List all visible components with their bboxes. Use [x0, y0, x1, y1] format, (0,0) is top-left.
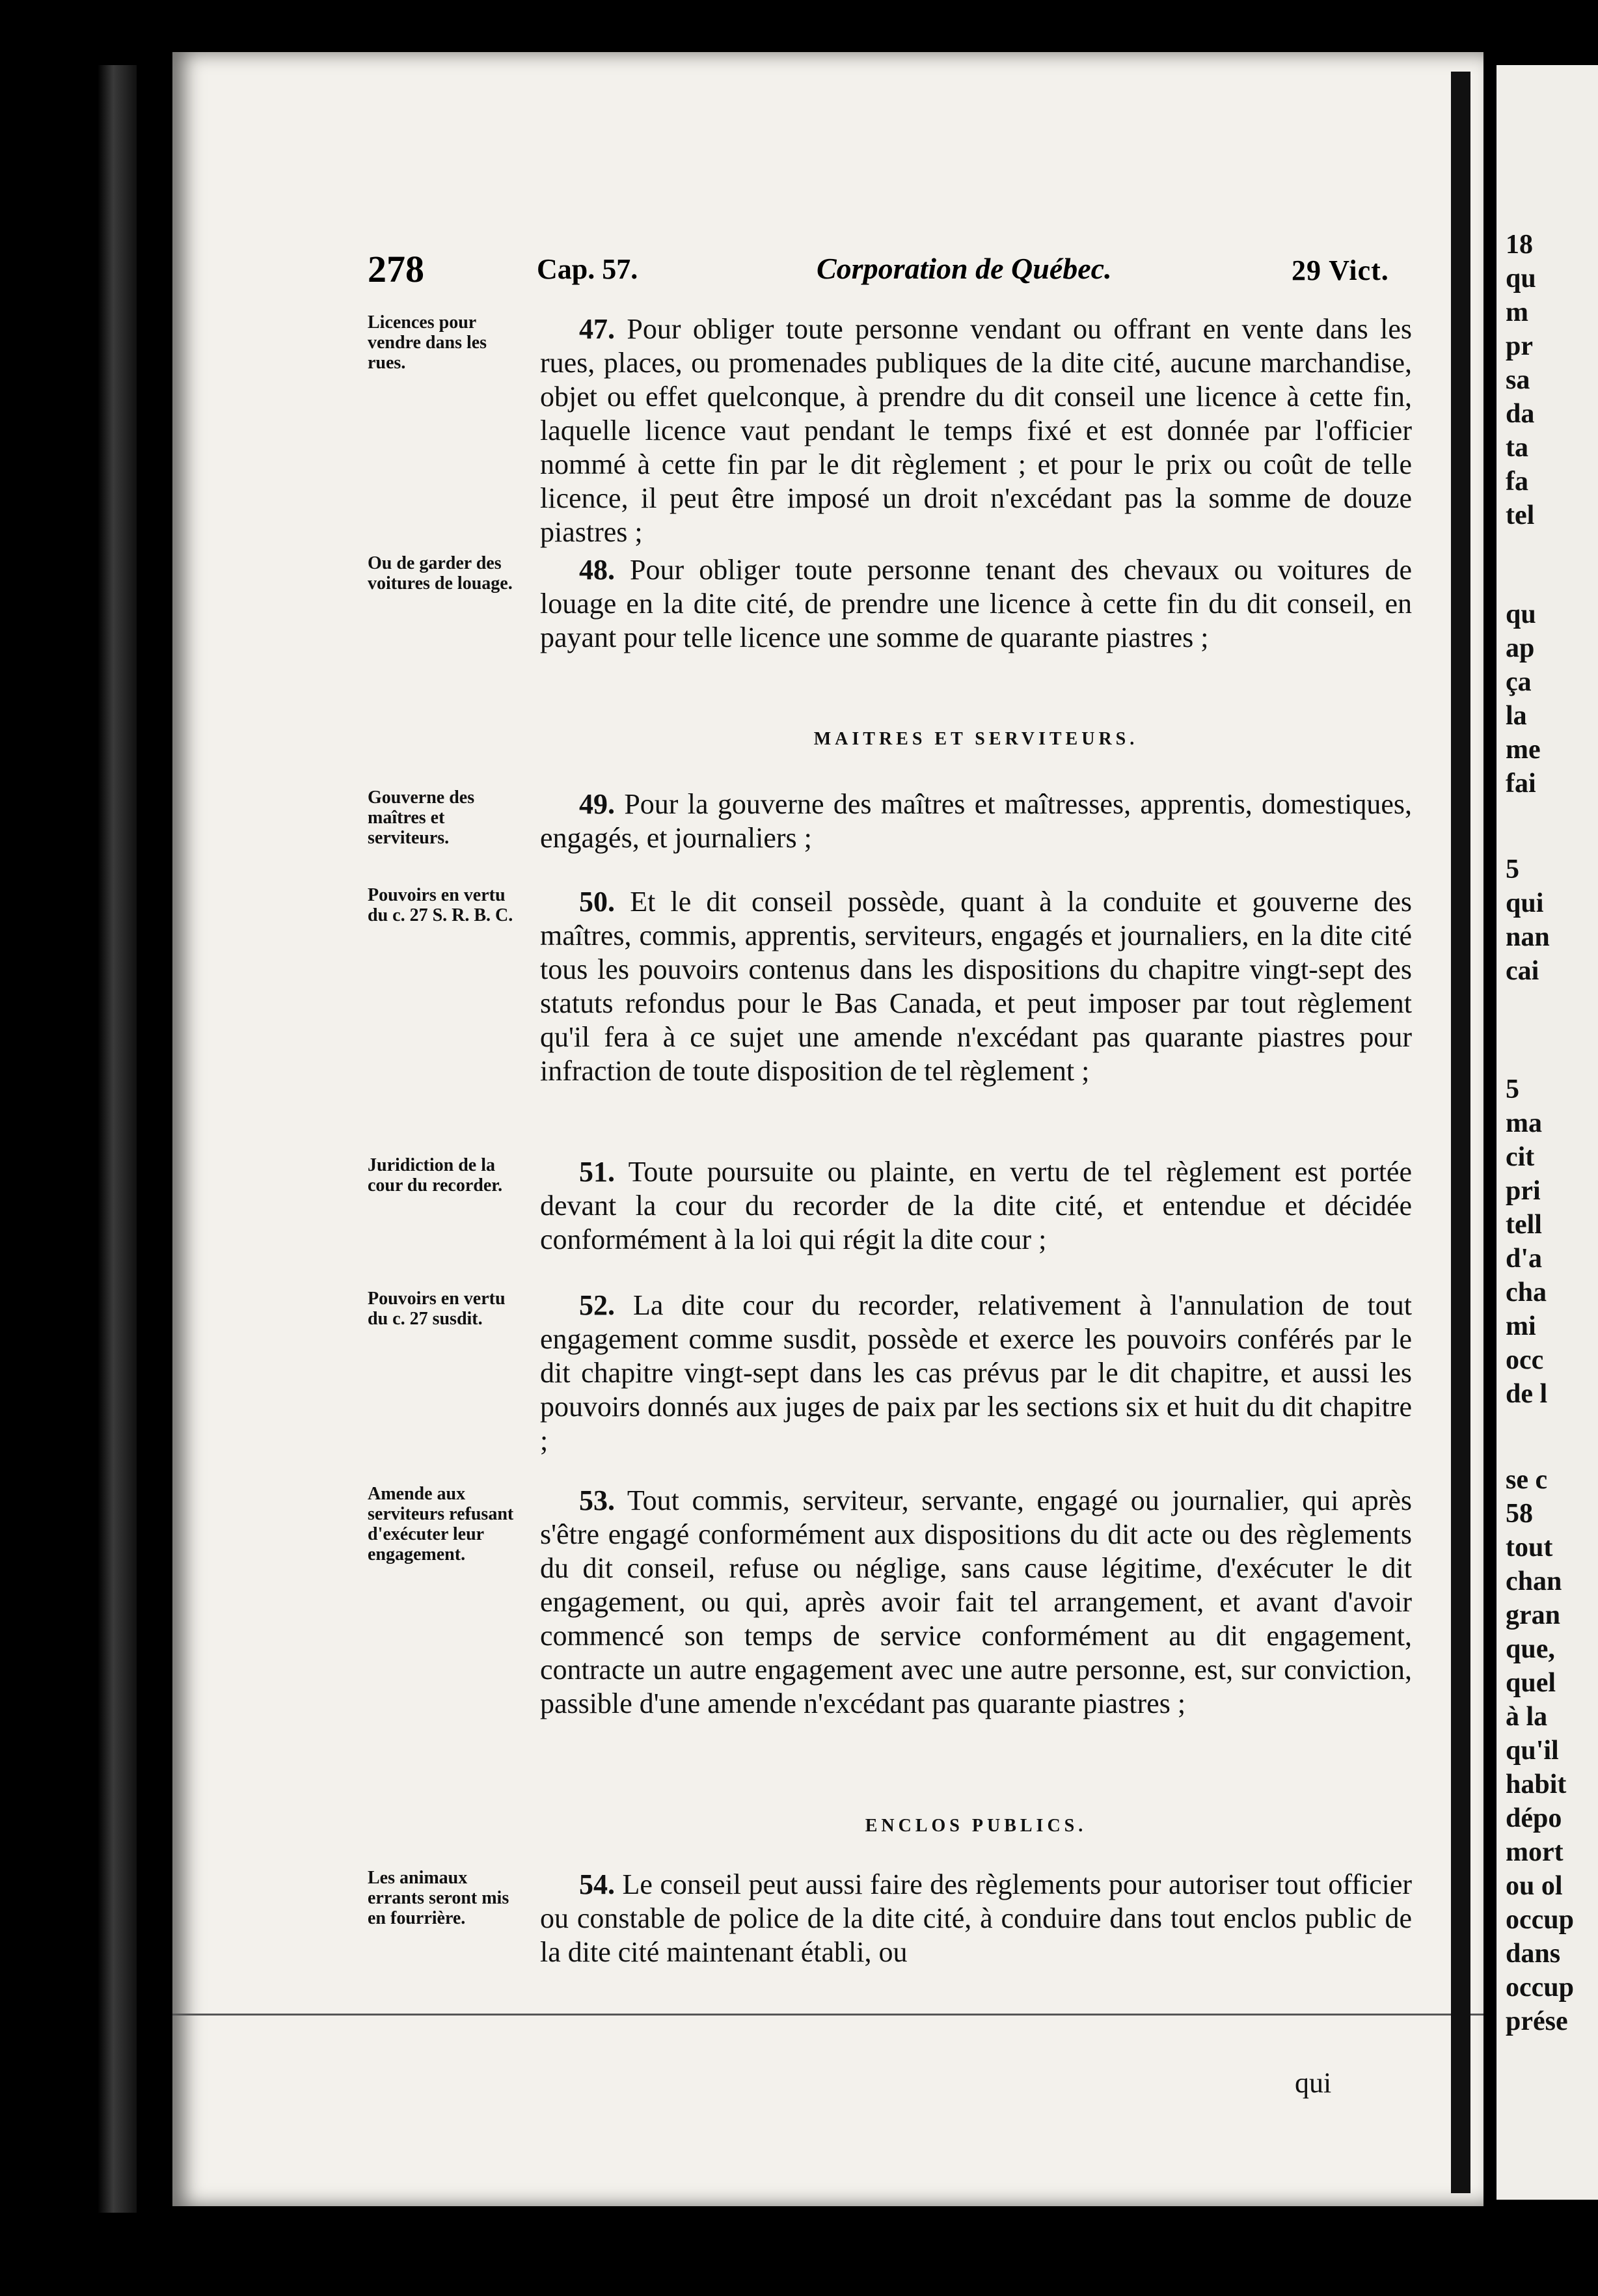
- right-page-line: cai: [1506, 956, 1539, 986]
- right-page-line: à la: [1506, 1702, 1548, 1732]
- right-page-line: tout: [1506, 1533, 1553, 1563]
- right-page-line: ta: [1506, 433, 1528, 463]
- right-page-line: dépo: [1506, 1803, 1562, 1833]
- section-number: 48.: [579, 554, 615, 586]
- right-page-line: tel: [1506, 500, 1535, 530]
- catchword: qui: [1295, 2067, 1332, 2099]
- margin-note-48: Ou de garder des voitures de louage.: [368, 553, 513, 594]
- running-title: Corporation de Québec.: [817, 252, 1112, 285]
- right-page-line: chan: [1506, 1566, 1562, 1596]
- right-page-line: tell: [1506, 1210, 1542, 1240]
- section-53: [540, 1484, 1412, 1721]
- running-head: [172, 247, 1483, 299]
- section-text: Pour obliger toute personne vendant ou offrant en vente dans les rues, places, ou promenades publiques de la dite cité, aucune marchandise, objet ou effet quelconque, à prendre du dit conseil une licence à cette fin, laquelle licence vaut pendant le temps fixé et est donnée par l'officier nommé à cette fin par le dit règlement ; et pour le prix ou coût de telle licence, il peut être imposé un droit n'excédant pas la somme de douze piastres ;: [540, 313, 1413, 548]
- right-page-line: da: [1506, 399, 1535, 429]
- chapter-label: Cap. 57.: [537, 253, 638, 285]
- page-number: 278: [368, 248, 424, 290]
- section-51: [540, 1155, 1412, 1257]
- right-page-line: cit: [1506, 1142, 1535, 1172]
- section-heading: MAITRES ET SERVITEURS.: [813, 729, 1139, 749]
- left-page: [172, 52, 1483, 2206]
- right-page-text: [1506, 65, 1597, 2038]
- right-page-line: fa: [1506, 467, 1528, 497]
- right-page-line: ou ol: [1506, 1871, 1563, 1901]
- right-page-line: de l: [1506, 1379, 1548, 1409]
- section-number: 51.: [579, 1156, 615, 1188]
- right-page-line: habit: [1506, 1770, 1567, 1799]
- section-49: [540, 787, 1412, 855]
- section-text: Toute poursuite ou plainte, en vertu de tel règlement est portée devant la cour du recorder de la dite cité, et entendue et décidée conformément à la loi qui régit la dite cour ;: [540, 1156, 1412, 1255]
- scan-line: [172, 2014, 1483, 2016]
- right-page-line: qu: [1506, 599, 1536, 629]
- section-number: 52.: [579, 1289, 615, 1321]
- section-text: Tout commis, serviteur, servante, engagé ou journalier, qui après s'être engagé conformément aux dispositions du dit acte ou des règlements du dit conseil, refuse ou néglige, sans cause légitime, d'exécuter le dit engagement, ou qui, après avoir fait tel arrangement, et avant d'avoir commencé son temps de service conformément au dit engagement, contracte un autre engagement avec une autre personne, est, sur conviction, passible d'une amende n'excédant pas quarante piastres ;: [540, 1484, 1412, 1719]
- right-page-line: occup: [1506, 1905, 1574, 1935]
- section-50: [540, 885, 1412, 1088]
- right-page-line: m: [1506, 297, 1528, 327]
- section-number: 47.: [579, 313, 615, 345]
- right-page-line: dans: [1506, 1939, 1561, 1969]
- regnal-year: 29 Vict.: [1292, 254, 1389, 286]
- section-heading: ENCLOS PUBLICS.: [865, 1816, 1087, 1836]
- right-page-line: la: [1506, 701, 1527, 731]
- right-page-line: ap: [1506, 633, 1535, 663]
- right-page-line: fai: [1506, 769, 1536, 799]
- right-page-fragment: [1496, 65, 1598, 2200]
- right-page-line: qui: [1506, 888, 1544, 918]
- margin-note-51: Juridiction de la cour du recorder.: [368, 1155, 503, 1196]
- margin-note-49: Gouverne des maîtres et serviteurs.: [368, 787, 475, 848]
- right-page-line: d'a: [1506, 1244, 1543, 1274]
- right-page-line: occup: [1506, 1973, 1574, 2002]
- right-page-line: gran: [1506, 1600, 1560, 1630]
- section-52: [540, 1289, 1412, 1458]
- right-page-line: occ: [1506, 1345, 1544, 1375]
- section-text: Pour obliger toute personne tenant des chevaux ou voitures de louage en la dite cité, de prendre une licence à cette fin du dit conseil, en payant pour telle licence une somme de quarante piastres ;: [540, 554, 1412, 653]
- right-page-line: pr: [1506, 331, 1533, 361]
- right-page-line: se c: [1506, 1465, 1548, 1495]
- section-text: Pour la gouverne des maîtres et maîtresses, apprentis, domestiques, engagés, et journaliers ;: [540, 788, 1412, 854]
- right-page-line: ma: [1506, 1108, 1542, 1138]
- right-page-line: me: [1506, 735, 1541, 765]
- right-page-line: quel: [1506, 1668, 1556, 1698]
- section-54: [540, 1868, 1412, 1969]
- page-gutter: [1451, 72, 1470, 2193]
- section-number: 54.: [579, 1868, 615, 1900]
- margin-note-53: Amende aux serviteurs refusant d'exécuter leur engagement.: [368, 1484, 514, 1565]
- margin-note-52: Pouvoirs en vertu du c. 27 susdit.: [368, 1289, 506, 1329]
- section-47: [540, 312, 1412, 549]
- section-text: Et le dit conseil possède, quant à la conduite et gouverne des maîtres, commis, apprentis, serviteurs, engagés et journaliers, en la dite cité tous les pouvoirs contenus dans les dispositions du chapitre vingt-sept des statuts refondus pour le Bas Canada, et peut imposer par tout règlement qu'il fera à ce sujet une amende n'excédant pas quarante piastres pour infraction de toute disposition de tel règlement ;: [540, 886, 1413, 1087]
- right-page-line: qu'il: [1506, 1736, 1559, 1766]
- margin-note-54: Les animaux errants seront mis en fourrière.: [368, 1868, 509, 1928]
- right-page-line: 5: [1506, 854, 1519, 884]
- right-page-line: 5: [1506, 1074, 1519, 1104]
- right-page-line: sa: [1506, 365, 1530, 395]
- margin-note-50: Pouvoirs en vertu du c. 27 S. R. B. C.: [368, 885, 513, 925]
- right-page-line: mort: [1506, 1837, 1564, 1867]
- section-number: 53.: [579, 1484, 615, 1516]
- right-page-line: prése: [1506, 2006, 1568, 2036]
- right-page-line: qu: [1506, 264, 1536, 294]
- right-page-line: 58: [1506, 1499, 1533, 1529]
- right-page-line: cha: [1506, 1278, 1547, 1307]
- margin-note-47: Licences pour vendre dans les rues.: [368, 312, 487, 373]
- right-page-line: pri: [1506, 1176, 1541, 1206]
- section-text: La dite cour du recorder, relativement à l'annulation de tout engagement comme susdit, possède et exerce les pouvoirs conférés par le dit chapitre vingt-sept dans les cas prévus par le dit chapitre, et aussi les pouvoirs donnés aux juges de paix par les sections six et huit du dit chapitre ;: [540, 1289, 1412, 1456]
- section-48: [540, 553, 1412, 655]
- right-page-line: ça: [1506, 667, 1532, 697]
- right-page-line: que,: [1506, 1634, 1555, 1664]
- right-page-line: nan: [1506, 922, 1550, 952]
- book-edge: [98, 65, 137, 2213]
- section-text: Le conseil peut aussi faire des règlements pour autoriser tout officier ou constable de police de la dite cité, à conduire dans tout enclos public de la dite cité maintenant établi, ou: [540, 1868, 1413, 1968]
- right-page-line: mi: [1506, 1311, 1536, 1341]
- right-page-line: 18: [1506, 230, 1533, 260]
- section-number: 49.: [579, 788, 615, 820]
- section-number: 50.: [579, 886, 615, 918]
